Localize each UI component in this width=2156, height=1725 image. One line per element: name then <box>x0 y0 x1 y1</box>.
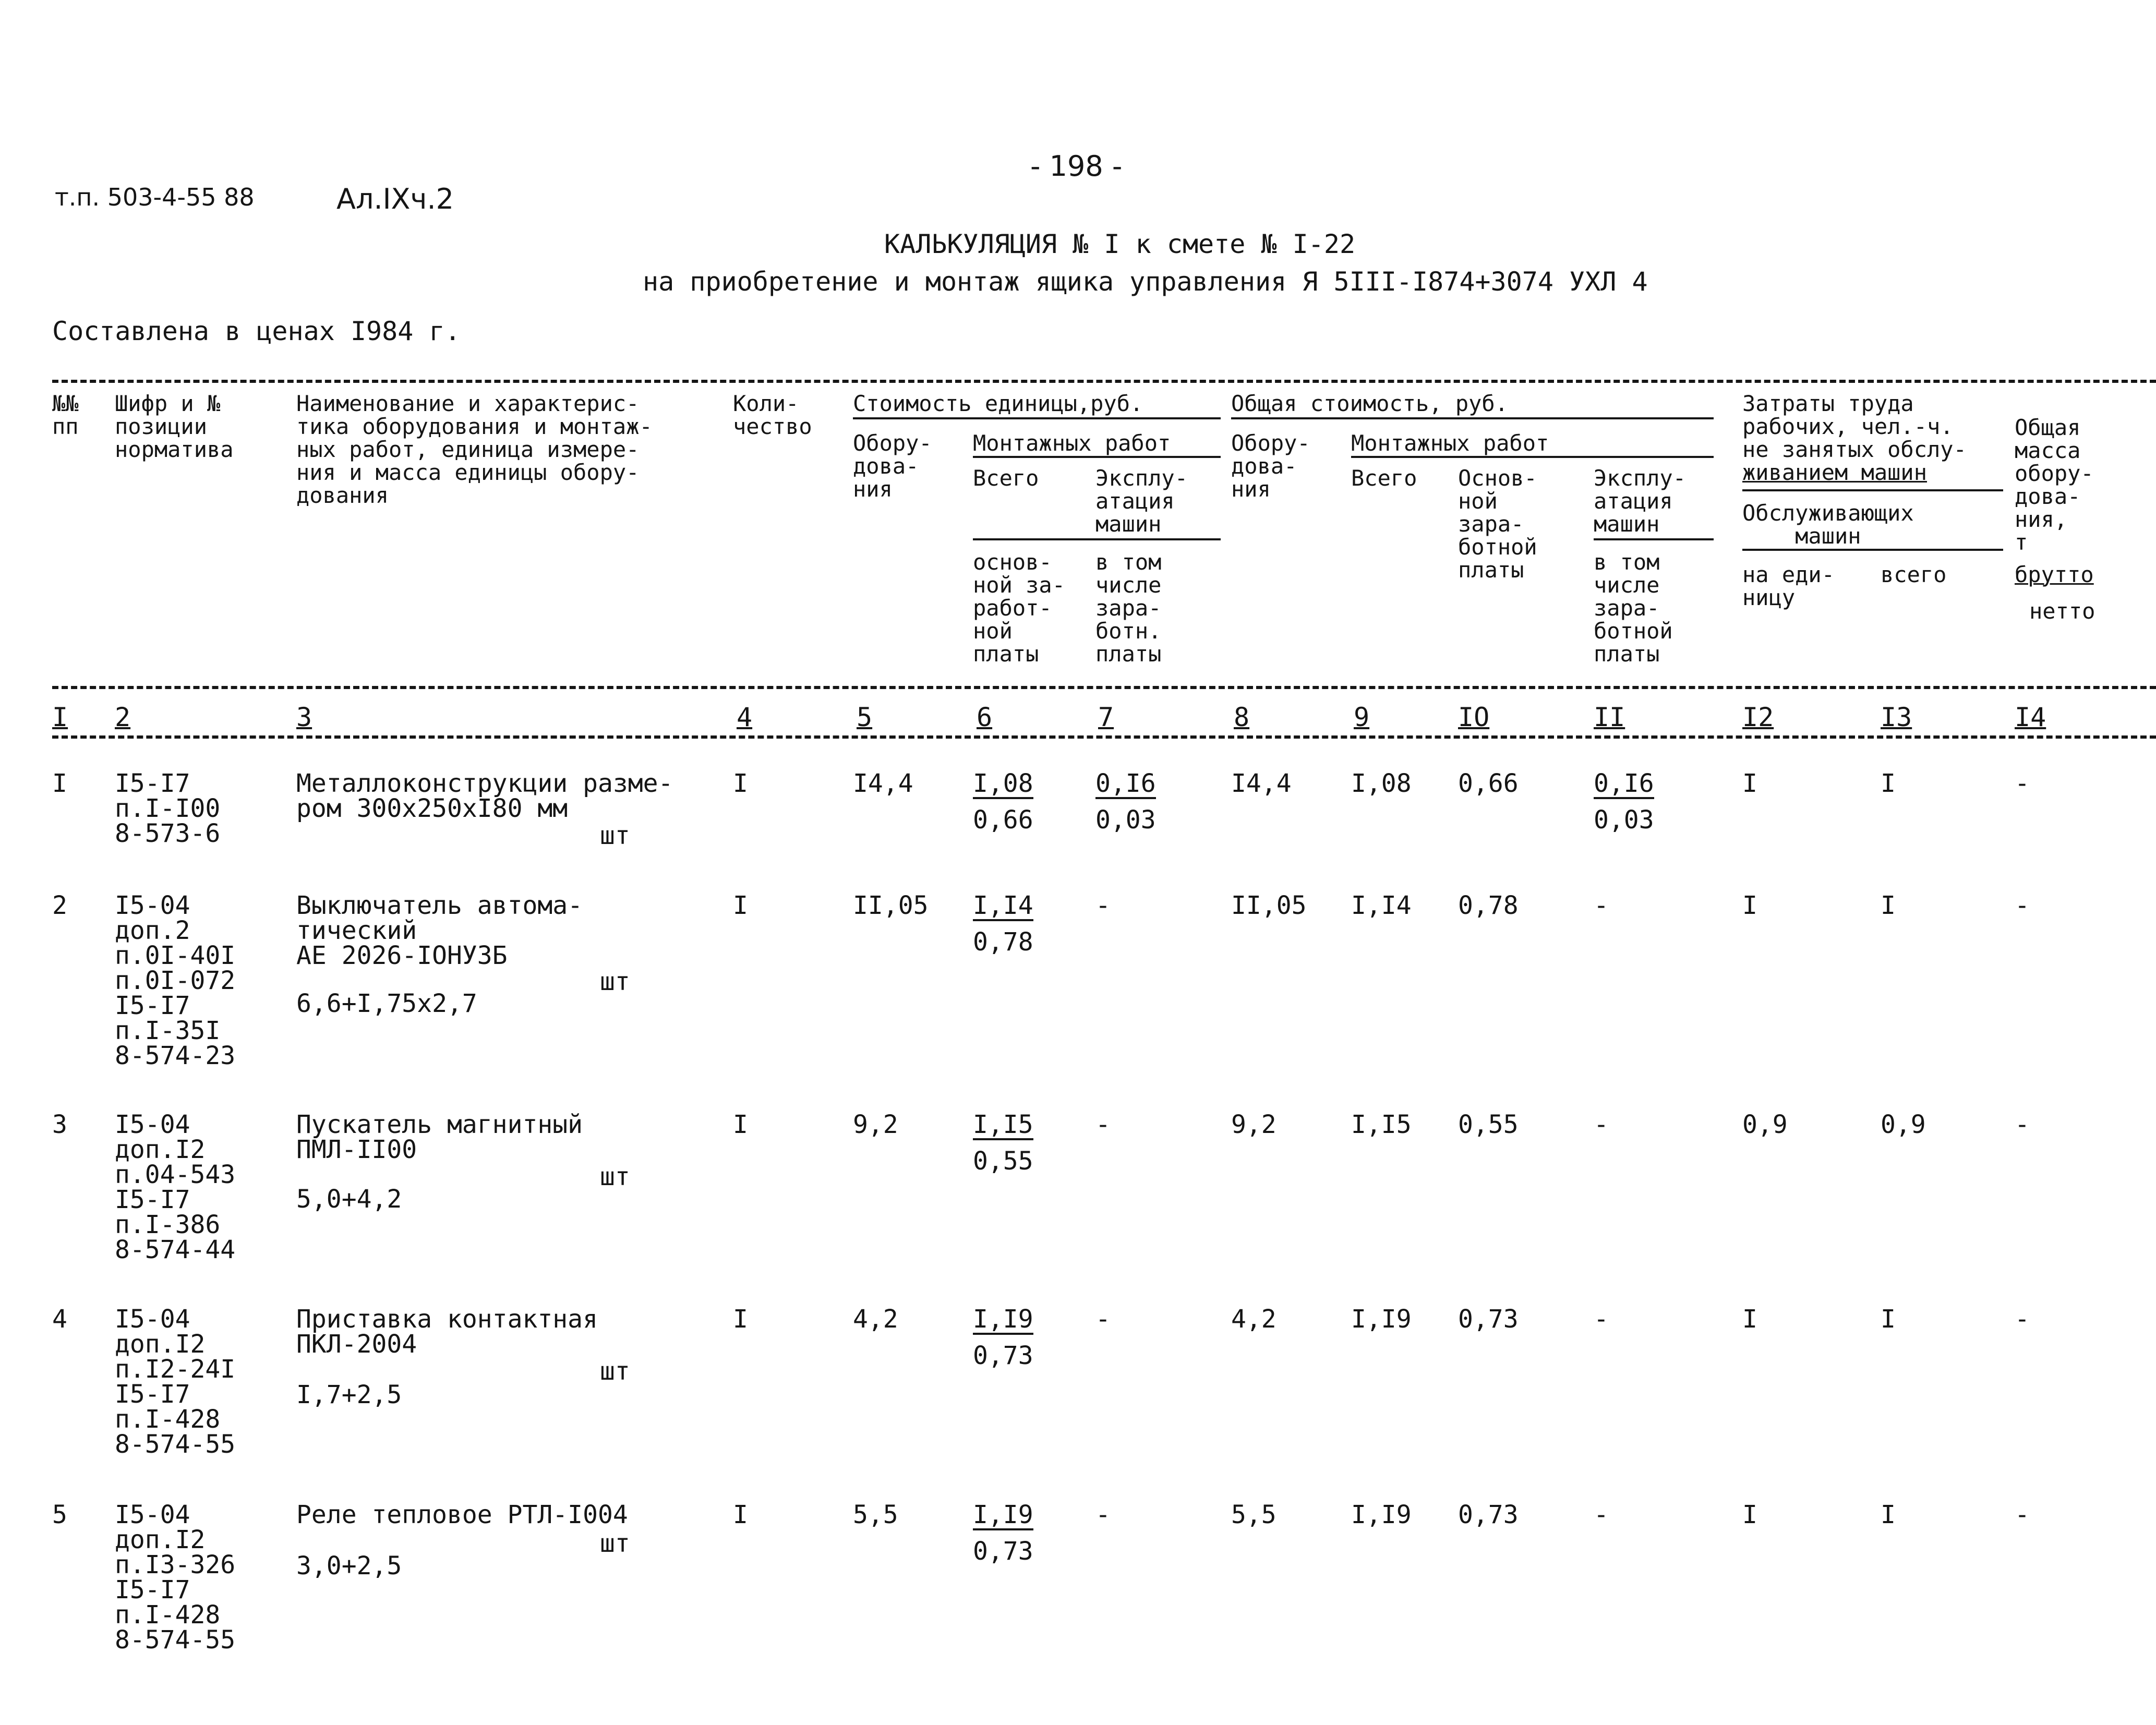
item-name: Пускатель магнитный ПМЛ-II00 <box>296 1110 583 1164</box>
header-labor-not-machine: живанием машин <box>1742 460 1928 485</box>
page-number: - 198 - <box>1030 150 1123 183</box>
norm-code: I5-I7 п.I-I00 8-573-6 <box>115 769 221 848</box>
item-name: Металлоконструкции разме- ром 300x250xI80 мм <box>296 769 673 823</box>
header-unit-cost-rule <box>853 417 1221 419</box>
header-total-wage-rule <box>1594 538 1714 540</box>
unit-equipment-cost: II,05 <box>853 891 929 920</box>
total-machine-operation: - <box>1594 1110 1609 1139</box>
labor-total: I <box>1881 1500 1896 1529</box>
total-mounting: I,08 <box>1351 769 1412 798</box>
unit-machine-operation: - <box>1095 891 1111 920</box>
album-reference: Ал.IXч.2 <box>336 183 454 215</box>
col-number-5: 5 <box>857 702 873 732</box>
header-labor-per-unit: на еди- ницу <box>1742 562 1835 610</box>
total-machine-operation: - <box>1594 891 1609 920</box>
header-name: Наименование и характерис- тика оборудования и монтаж- ных работ, единица измере- ния и масса единицы обору- дования <box>296 391 653 508</box>
total-machine-operation: 0,I6 <box>1594 769 1654 798</box>
header-code: Шифр и № позиции норматива <box>115 391 234 462</box>
header-mass-net: нетто <box>2029 598 2095 624</box>
labor-per-unit: I <box>1742 1305 1757 1334</box>
col-number-9: 9 <box>1354 702 1370 732</box>
header-total-cost-rule <box>1231 417 1714 419</box>
total-machine-operation: - <box>1594 1500 1609 1529</box>
unit-equipment-cost: I4,4 <box>853 769 913 798</box>
header-bottom-border <box>52 686 2156 689</box>
document-subtitle: на приобретение и монтаж ящика управления Я 5III-I874+3074 УХЛ 4 <box>643 267 1648 297</box>
labor-per-unit: I <box>1742 769 1757 798</box>
header-unit-mounting: Монтажных работ <box>973 430 1171 456</box>
doc-reference: т.п. 503-4-55 88 <box>55 183 255 211</box>
mass-formula: 5,0+4,2 <box>296 1185 402 1214</box>
labor-total: I <box>1881 1305 1896 1334</box>
item-unit: шт <box>600 1357 630 1386</box>
header-total-cost: Общая стоимость, руб. <box>1231 391 1509 416</box>
unit-equipment-cost: 5,5 <box>853 1500 898 1529</box>
header-mass: Общая масса обору- дова- ния, т <box>2015 415 2094 555</box>
header-unit-machine-operation: Эксплу- атация машин <box>1095 465 1188 537</box>
table-top-border <box>52 380 2156 383</box>
header-total-mounting: Монтажных работ <box>1351 430 1549 456</box>
col-number-13: I3 <box>1881 702 1912 732</box>
mass-formula: 3,0+2,5 <box>296 1551 402 1581</box>
header-total-incl-wage: в том числе зара- ботной платы <box>1594 549 1673 667</box>
quantity: I <box>733 769 748 798</box>
unit-machine-operation: - <box>1095 1500 1111 1529</box>
header-unit-mounting-rule <box>973 456 1221 458</box>
item-name: Приставка контактная ПКЛ-2004 <box>296 1305 598 1359</box>
header-total-machine-operation: Эксплу- атация машин <box>1594 465 1687 537</box>
total-equipment-cost: 5,5 <box>1231 1500 1276 1529</box>
total-equipment-cost: 4,2 <box>1231 1305 1276 1334</box>
unit-base-wage: 0,78 <box>973 927 1033 957</box>
norm-code: I5-04 доп.2 п.0I-40I п.0I-072 I5-I7 п.I-35I 8-574-23 <box>115 891 236 1070</box>
labor-per-unit: 0,9 <box>1742 1110 1788 1139</box>
labor-total: I <box>1881 891 1896 920</box>
col-number-14: I4 <box>2015 702 2046 732</box>
col-number-3: 3 <box>296 702 312 732</box>
norm-code: I5-04 доп.I2 п.04-543 I5-I7 п.I-386 8-574-44 <box>115 1110 236 1264</box>
header-labor: Затраты труда рабочих, чел.-ч. не занятых обслу- <box>1742 391 1967 462</box>
header-unit-cost: Стоимость единицы,руб. <box>853 391 1143 416</box>
total-base-wage: 0,73 <box>1458 1500 1519 1529</box>
item-unit: шт <box>600 1162 630 1191</box>
quantity: I <box>733 1500 748 1529</box>
unit-base-wage: 0,66 <box>973 805 1033 835</box>
unit-mounting-total: I,08 <box>973 769 1033 798</box>
unit-mounting-total: I,I9 <box>973 1500 1033 1529</box>
total-base-wage: 0,66 <box>1458 769 1519 798</box>
total-machine-operation: - <box>1594 1305 1609 1334</box>
item-name: Реле тепловое РТЛ-I004 <box>296 1500 628 1529</box>
col-number-1: I <box>52 702 68 732</box>
header-total-base-wage: Основ- ной зара- ботной платы <box>1458 465 1537 583</box>
total-equipment-cost: 9,2 <box>1231 1110 1276 1139</box>
item-unit: шт <box>600 967 630 996</box>
col-number-12: I2 <box>1742 702 1774 732</box>
col-number-6: 6 <box>977 702 993 732</box>
quantity: I <box>733 1305 748 1334</box>
labor-per-unit: I <box>1742 1500 1757 1529</box>
total-equipment-cost: II,05 <box>1231 891 1307 920</box>
unit-base-wage: 0,73 <box>973 1341 1033 1370</box>
total-mounting: I,I4 <box>1351 891 1412 920</box>
item-name: Выключатель автома- тический АЕ 2026-IОНУЗБ <box>296 891 583 970</box>
unit-base-wage: 0,73 <box>973 1537 1033 1566</box>
unit-machine-operation: - <box>1095 1305 1111 1334</box>
mass-value: - <box>2015 1110 2030 1139</box>
col-number-11: II <box>1594 702 1625 732</box>
total-mounting: I,I5 <box>1351 1110 1412 1139</box>
col-number-10: IO <box>1458 702 1490 732</box>
total-base-wage: 0,78 <box>1458 891 1519 920</box>
norm-code: I5-04 доп.I2 п.I2-24I I5-I7 п.I-428 8-574-55 <box>115 1305 236 1459</box>
header-unit-equipment: Обору- дова- ния <box>853 430 932 502</box>
total-machine-wage: 0,03 <box>1594 805 1654 835</box>
quantity: I <box>733 891 748 920</box>
total-base-wage: 0,55 <box>1458 1110 1519 1139</box>
total-mounting: I,I9 <box>1351 1305 1412 1334</box>
mass-value: - <box>2015 1500 2030 1529</box>
header-total-mounting-rule <box>1351 456 1714 458</box>
unit-machine-wage: 0,03 <box>1095 805 1156 835</box>
header-labor-servicing-rule <box>1742 549 2003 551</box>
col-number-4: 4 <box>737 702 753 732</box>
row-number: 3 <box>52 1110 67 1139</box>
total-mounting: I,I9 <box>1351 1500 1412 1529</box>
document-title: КАЛЬКУЛЯЦИЯ № I к смете № I-22 <box>884 229 1356 259</box>
unit-mounting-total: I,I5 <box>973 1110 1033 1139</box>
header-unit-wage-rule <box>973 538 1221 540</box>
row-number: I <box>52 769 67 798</box>
header-unit-base-wage: основ- ной за- работ- ной платы <box>973 549 1066 667</box>
unit-mounting-total: I,I9 <box>973 1305 1033 1334</box>
labor-total: I <box>1881 769 1896 798</box>
labor-total: 0,9 <box>1881 1110 1926 1139</box>
unit-equipment-cost: 4,2 <box>853 1305 898 1334</box>
header-total-all: Всего <box>1351 465 1417 491</box>
unit-equipment-cost: 9,2 <box>853 1110 898 1139</box>
norm-code: I5-04 доп.I2 п.I3-326 I5-I7 п.I-428 8-574-55 <box>115 1500 236 1655</box>
header-labor-rule <box>1742 489 2003 491</box>
col-number-7: 7 <box>1098 702 1114 732</box>
compiled-in-prices: Составлена в ценах I984 г. <box>52 316 461 346</box>
mass-value: - <box>2015 769 2030 798</box>
total-equipment-cost: I4,4 <box>1231 769 1292 798</box>
total-base-wage: 0,73 <box>1458 1305 1519 1334</box>
item-unit: шт <box>600 1529 630 1558</box>
column-numbers-border <box>52 735 2156 739</box>
col-number-2: 2 <box>115 702 131 732</box>
mass-value: - <box>2015 1305 2030 1334</box>
quantity: I <box>733 1110 748 1139</box>
mass-formula: 6,6+I,75x2,7 <box>296 989 477 1018</box>
labor-per-unit: I <box>1742 891 1757 920</box>
header-unit-incl-wage: в том числе зара- ботн. платы <box>1095 549 1162 667</box>
header-total-equipment: Обору- дова- ния <box>1231 430 1310 502</box>
header-quantity: Коли- чество <box>733 391 812 439</box>
row-number: 4 <box>52 1305 67 1334</box>
row-number: 2 <box>52 891 67 920</box>
header-labor-servicing: Обслуживающих машин <box>1742 500 1914 549</box>
header-row-number: №№ пп <box>52 391 79 439</box>
mass-value: - <box>2015 891 2030 920</box>
row-number: 5 <box>52 1500 67 1529</box>
col-number-8: 8 <box>1234 702 1250 732</box>
unit-machine-operation: - <box>1095 1110 1111 1139</box>
header-mass-gross: брутто <box>2015 562 2094 587</box>
item-unit: шт <box>600 821 630 850</box>
header-labor-total: всего <box>1881 562 1947 587</box>
unit-mounting-total: I,I4 <box>973 891 1033 920</box>
unit-machine-operation: 0,I6 <box>1095 769 1156 798</box>
header-unit-total: Всего <box>973 465 1039 491</box>
unit-base-wage: 0,55 <box>973 1147 1033 1176</box>
mass-formula: I,7+2,5 <box>296 1380 402 1409</box>
